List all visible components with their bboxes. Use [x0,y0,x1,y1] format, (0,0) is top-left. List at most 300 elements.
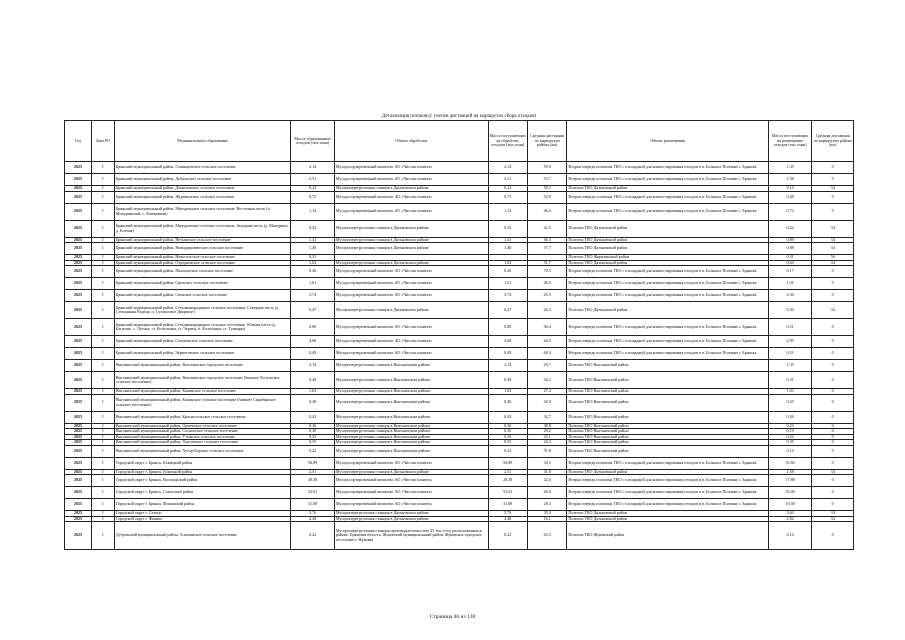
cell-mass-generated: 0,75 [291,191,335,203]
cell-avg-distance: 70,5 [527,266,566,278]
cell-facility: Мусороперегрузочная станция в Выгоничском районе [334,434,488,440]
cell-disposal-distance: 0 [812,445,854,457]
cell-disposal-distance: 0 [812,440,854,446]
cell-municipality: Брянский муниципальный район, Мичуринское сельское поселение, Западная часть (д. Мичурино, д. Клетня) [114,220,290,237]
table-row [65,174,854,186]
cell-disposal-distance: 0 [812,290,854,302]
cell-municipality: Брянский муниципальный район, Свенское сельское поселение [114,290,290,302]
cell-zone: I [91,457,114,469]
cell-disposal-distance: 0 [812,372,854,389]
cell-mass-processed: 4,48 [488,516,527,522]
cell-avg-distance: 46,4 [527,203,566,220]
cell-disposal-facility: Полигон ТКО Дятьковский район [567,220,768,237]
cell-disposal-facility: Полигон ТКО Дятьковский район [567,511,768,517]
cell-mass-disposal: 0,88 [768,243,812,255]
cell-facility: Мусороперегрузочная станция в Выгоничском районе [334,360,488,372]
cell-mass-disposal: 3,63 [768,511,812,517]
cell-zone: I [91,174,114,186]
cell-avg-distance: 51,7 [527,260,566,266]
cell-zone: I [91,162,114,174]
cell-municipality: Выгоничский муниципальный район, Выгоничское городское поселение (бывшее Лопушское сельское поселение) [114,372,290,389]
cell-disposal-facility: Полигон ТКО Выгоничский район [567,423,768,429]
cell-zone: I [91,394,114,411]
cell-avg-distance: 36,4 [527,319,566,336]
table-row [65,319,854,336]
cell-avg-distance: 37,7 [527,243,566,255]
cell-mass-generated: 31,08 [291,499,335,511]
cell-municipality: Выгоничский муниципальный район, Орменское сельское поселение [114,423,290,429]
table-title: Детализация потоков (с учетом дистанций на маршрутах сбора отходов) [381,114,537,119]
cell-zone: I [91,290,114,302]
cell-mass-processed: 0,22 [488,522,527,550]
cell-zone: I [91,266,114,278]
cell-mass-disposal: 0,22 [768,434,812,440]
header-year: Год [65,121,92,162]
cell-mass-generated: 3,74 [291,290,335,302]
cell-mass-processed: 5,76 [488,511,527,517]
table-row [65,394,854,411]
table-row [65,278,854,290]
cell-year: 2025 [65,255,92,261]
cell-zone: I [91,255,114,261]
cell-year: 2025 [65,411,92,423]
cell-mass-processed: 0,42 [488,411,527,423]
cell-facility: Мусоросортировочный комплекс АО «Чистая планета» [334,487,488,499]
cell-mass-generated: 1,61 [291,278,335,290]
cell-facility: Мусоросортировочный комплекс АО «Чистая планета» [334,348,488,360]
cell-mass-processed: 0,49 [488,348,527,360]
cell-year: 2025 [65,440,92,446]
cell-disposal-distance: 0 [812,203,854,220]
cell-municipality: Выгоничский муниципальный район, Хутор-Борское сельское поселение [114,445,290,457]
cell-facility: Мусороперегрузочная станция в Выгоничском районе [334,411,488,423]
cell-zone: I [91,220,114,237]
cell-municipality: Брянский муниципальный район, Отрадненское сельское поселение [114,260,290,266]
cell-year: 2025 [65,434,92,440]
cell-mass-processed: 2,51 [488,174,527,186]
cell-year: 2025 [65,360,92,372]
cell-avg-distance: 29,2 [527,429,566,435]
table-row [65,360,854,372]
table-row [65,290,854,302]
cell-year: 2025 [65,237,92,243]
cell-disposal-distance: 0 [812,162,854,174]
cell-mass-disposal: 0,30 [768,302,812,319]
cell-disposal-distance: 34 [812,220,854,237]
cell-municipality: Брянский муниципальный район, Стекляннорадицкое сельское поселение, Северная часть (д. Стеклянная Радица, п. Сухоноское Дворище) [114,302,290,319]
cell-facility: Мусоросортировочный комплекс АО «Чистая планета» [334,499,488,511]
cell-mass-processed: 0,36 [488,423,527,429]
cell-zone: I [91,429,114,435]
cell-avg-distance: 32,7 [527,411,566,423]
cell-facility: Мусоросортировочный комплекс АО «Чистая планета» [334,203,488,220]
cell-municipality: Городской округ г. Сельцо [114,511,290,517]
cell-facility: Мусороперегрузочная станция в Дятьковском районе [334,220,488,237]
cell-facility: Мусоросортировочный комплекс АО «Чистая планета» [334,162,488,174]
cell-year: 2025 [65,423,92,429]
cell-disposal-distance: 0 [812,278,854,290]
cell-avg-distance: 34,5 [527,457,566,469]
cell-disposal-distance: 0 [812,336,854,348]
cell-mass-generated: 2,14 [291,360,335,372]
cell-zone: I [91,302,114,319]
cell-mass-disposal: 0,26 [768,411,812,423]
cell-zone: I [91,186,114,192]
cell-zone: I [91,475,114,487]
table-row [65,487,854,499]
cell-mass-generated: 4,48 [291,516,335,522]
cell-zone: I [91,423,114,429]
cell-facility: Мусороперегрузочная станция в Выгоничском районе [334,423,488,429]
cell-mass-disposal: 1,01 [768,278,812,290]
cell-municipality: Брянский муниципальный район, Снежское сельское поселение [114,278,290,290]
cell-avg-distance: 26,4 [527,302,566,319]
cell-disposal-facility: Вторая очередь полигона ТКО с площадкой для компостирования отходов в п. Большое Полпино г. Брянска [567,191,768,203]
cell-municipality: Брянский муниципальный район, Мичуринское сельское поселение, Восточная часть (п. Мичуринский, с. Ковшевичи) [114,203,290,220]
cell-mass-processed: 31,08 [488,499,527,511]
cell-mass-disposal: 1,35 [768,162,812,174]
cell-facility: Мусоросортировочный комплекс АО «Чистая планета» [334,266,488,278]
cell-mass-processed: 0,35 [488,220,527,237]
cell-mass-generated: 1,41 [291,237,335,243]
cell-mass-processed: 2,14 [488,162,527,174]
cell-disposal-distance: 0 [812,411,854,423]
cell-disposal-distance: 34 [812,260,854,266]
cell-mass-generated: 0,49 [291,372,335,389]
cell-mass-disposal: 2,82 [768,516,812,522]
cell-avg-distance: 16,1 [527,516,566,522]
header-mass-disposal: Масса поступающих на размещение отходов (тыс.тонн) [768,121,812,162]
cell-year: 2025 [65,522,92,550]
cell-zone: I [91,260,114,266]
cell-year: 2025 [65,191,92,203]
cell-disposal-distance: 0 [812,266,854,278]
cell-year: 2025 [65,243,92,255]
cell-year: 2025 [65,389,92,395]
header-municipality: Муниципальное образование [114,121,290,162]
cell-year: 2025 [65,260,92,266]
cell-mass-generated: 0,26 [291,266,335,278]
cell-municipality: Выгоничский муниципальный район, Кокинское сельское поселение (бывшее Скрябинское сельское поселение) [114,394,290,411]
header-row [65,121,854,162]
cell-mass-processed: 2,14 [488,360,527,372]
cell-mass-generated: 0,80 [291,319,335,336]
cell-mass-generated: 1,40 [291,243,335,255]
cell-mass-processed: 1,61 [488,278,527,290]
cell-disposal-facility: Полигон ТКО Выгоничский район [567,440,768,446]
header-mass-generated: Масса образованных отходов (тыс.тонн) [291,121,335,162]
cell-disposal-distance: 0 [812,487,854,499]
cell-zone: I [91,278,114,290]
cell-mass-disposal: 1,58 [768,174,812,186]
waste-flow-table [64,120,854,550]
cell-mass-generated: 53,01 [291,487,335,499]
cell-disposal-distance: 34 [812,302,854,319]
table-row [65,348,854,360]
cell-zone: I [91,469,114,475]
cell-mass-disposal: 33,40 [768,487,812,499]
cell-mass-disposal: 19,58 [768,499,812,511]
cell-facility: Мусороперегрузочная станция в Выгоничском районе [334,445,488,457]
cell-mass-processed: 0,26 [488,266,527,278]
cell-avg-distance: 44,5 [527,336,566,348]
cell-disposal-distance: 0 [812,191,854,203]
table-row [65,220,854,237]
cell-mass-disposal: 35,84 [768,457,812,469]
cell-disposal-facility: Полигон ТКО Дятьковский район [567,516,768,522]
cell-municipality: Брянский муниципальный район, Чернетовское сельское поселение [114,348,290,360]
header-disposal-distance: Средняя дистанция по маршрутам района (км) [812,121,854,162]
header-disposal-facility: Объект размещения [567,121,768,162]
cell-facility: Мусороперегрузочная станция в Выгоничском районе [334,389,488,395]
cell-year: 2025 [65,290,92,302]
cell-municipality: Брянский муниципальный район, Глинищевское сельское поселение [114,162,290,174]
cell-municipality: Выгоничский муниципальный район, Кокинское сельское поселение [114,389,290,395]
cell-facility: Мусороперегрузочная станция в Дятьковском районе [334,469,488,475]
cell-zone: I [91,440,114,446]
cell-mass-disposal: 0,31 [768,348,812,360]
cell-zone: I [91,319,114,336]
cell-facility: Мусоросортировочный комплекс АО «Чистая планета» [334,475,488,487]
cell-mass-processed: 1,40 [488,243,527,255]
cell-year: 2025 [65,457,92,469]
cell-mass-generated: 0,22 [291,445,335,457]
cell-avg-distance: 58,3 [527,186,566,192]
cell-mass-processed: 1,02 [488,260,527,266]
cell-disposal-distance: 0 [812,434,854,440]
cell-mass-processed: 3,74 [488,290,527,302]
cell-mass-generated: 2,51 [291,174,335,186]
cell-disposal-distance: 34 [812,237,854,243]
cell-avg-distance: 51,8 [527,445,566,457]
cell-mass-disposal: 0,25 [768,394,812,411]
cell-zone: I [91,336,114,348]
cell-year: 2025 [65,445,92,457]
cell-zone: I [91,372,114,389]
cell-facility: Мусороперегрузочная станция в Дятьковском районе [334,186,488,192]
cell-disposal-facility: Вторая очередь полигона ТКО с площадкой для компостирования отходов в п. Большое Полпино г. Брянска [567,290,768,302]
cell-disposal-distance: 0 [812,423,854,429]
cell-disposal-distance: 34 [812,243,854,255]
cell-mass-processed: 0,47 [488,302,527,319]
cell-disposal-facility: Вторая очередь полигона ТКО с площадкой для компостирования отходов в п. Большое Полпино г. Брянска [567,457,768,469]
cell-facility: Мусороперегрузочная станция в Дятьковском районе [334,237,488,243]
cell-disposal-facility: Полигон ТКО Выгоничский район [567,445,768,457]
cell-disposal-facility: Вторая очередь полигона ТКО с площадкой для компостирования отходов в п. Большое Полпино г. Брянска [567,319,768,336]
cell-avg-distance: 31,8 [527,469,566,475]
cell-zone: I [91,237,114,243]
cell-mass-generated: 0,31 [291,255,335,261]
cell-disposal-facility: Полигон ТКО Дятьковский район [567,469,768,475]
cell-avg-distance: 28,3 [527,499,566,511]
cell-disposal-facility: Полигон ТКО Выгоничский район [567,372,768,389]
cell-mass-generated: 28,38 [291,475,335,487]
cell-year: 2025 [65,186,92,192]
cell-avg-distance: 35,2 [527,511,566,517]
cell-mass-generated: 2,51 [291,469,335,475]
cell-mass-processed: 56,89 [488,457,527,469]
cell-mass-generated: 2,14 [291,162,335,174]
cell-mass-disposal: 17,88 [768,475,812,487]
cell-disposal-facility: Вторая очередь полигона ТКО с площадкой для компостирования отходов в п. Большое Полпино г. Брянска [567,278,768,290]
table-row [65,522,854,550]
cell-zone: I [91,191,114,203]
cell-zone: I [91,511,114,517]
cell-disposal-distance: 34 [812,186,854,192]
cell-year: 2025 [65,348,92,360]
cell-mass-disposal: 0,31 [768,255,812,261]
header-zone: Зона РО [91,121,114,162]
cell-mass-disposal: 0,51 [768,319,812,336]
cell-disposal-facility: Полигон ТКО Дятьковский район [567,243,768,255]
cell-mass-disposal: 1,03 [768,389,812,395]
cell-municipality: Брянский муниципальный район, Супоневское сельское поселение [114,336,290,348]
cell-disposal-distance: 0 [812,360,854,372]
cell-disposal-facility: Вторая очередь полигона ТКО с площадкой для компостирования отходов в п. Большое Полпино г. Брянска [567,162,768,174]
cell-municipality: Городской округ г. Брянск, Бежицкий район [114,469,290,475]
cell-zone: I [91,522,114,550]
table-row [65,411,854,423]
cell-facility: Мусоросортировочный комплекс АО «Чистая планета» [334,278,488,290]
cell-mass-generated: 0,47 [291,302,335,319]
header-avg-distance: Средняя дистанция по маршрутам района (км) [527,121,566,162]
cell-disposal-facility: Полигон ТКО Выгоничский район [567,434,768,440]
cell-avg-distance: 32,0 [527,394,566,411]
cell-mass-processed: 0,23 [488,186,527,192]
cell-mass-generated: 0,42 [291,411,335,423]
cell-mass-processed: 4,68 [488,336,527,348]
cell-mass-generated: 0,22 [291,522,335,550]
cell-disposal-facility: Полигон ТКО Выгоничский район [567,429,768,435]
table-row [65,457,854,469]
table-row [65,372,854,389]
cell-disposal-facility: Полигон ТКО Выгоничский район [567,389,768,395]
cell-avg-distance: 44,3 [527,440,566,446]
cell-year: 2025 [65,203,92,220]
cell-municipality: Выгоничский муниципальный район, Выгоничское городское поселение [114,360,290,372]
table-row [65,243,854,255]
cell-municipality: Городской округ г. Фокино [114,516,290,522]
cell-municipality: Брянский муниципальный район, Новосельское сельское поселение [114,255,290,261]
cell-avg-distance: 53,7 [527,174,566,186]
cell-year: 2025 [65,487,92,499]
cell-mass-disposal: 0,89 [768,237,812,243]
cell-mass-disposal: 0,17 [768,266,812,278]
cell-facility: Мусороперегрузочная станция в Выгоничском районе [334,394,488,411]
cell-avg-distance: 22,4 [527,475,566,487]
cell-disposal-facility: Вторая очередь полигона ТКО с площадкой для компостирования отходов в п. Большое Полпино г. Брянска [567,348,768,360]
cell-year: 2025 [65,319,92,336]
cell-disposal-distance: 0 [812,389,854,395]
cell-municipality: Выгоничский муниципальный район, Сосновское сельское поселение [114,429,290,435]
cell-year: 2025 [65,336,92,348]
cell-mass-generated: 0,40 [291,394,335,411]
table-row [65,475,854,487]
cell-mass-processed: 0,35 [488,434,527,440]
cell-disposal-facility: Полигон ТКО Дятьковский район [567,260,768,266]
cell-municipality: Выгоничский муниципальный район, Хмелевское сельское поселение [114,440,290,446]
cell-disposal-facility: Вторая очередь полигона ТКО с площадкой для компостирования отходов в п. Большое Полпино г. Брянска [567,266,768,278]
cell-facility: Мусороперегрузочная станция в Выгоничском районе [334,372,488,389]
cell-disposal-facility: Полигон ТКО Дятьковский район [567,302,768,319]
header-facility: Объект обработки [334,121,488,162]
cell-mass-generated: 56,89 [291,457,335,469]
cell-mass-generated: 0,30 [291,429,335,435]
cell-municipality: Городской округ г. Брянск, Володарский район [114,475,290,487]
cell-municipality: Брянский муниципальный район, Новодарковичское сельское поселение [114,243,290,255]
cell-facility: Мусоросортировочный комплекс АО «Чистая планета» [334,290,488,302]
table-row [65,203,854,220]
cell-disposal-facility: Полигон ТКО Жирятинский район [567,255,768,261]
cell-avg-distance: 34,2 [527,372,566,389]
cell-disposal-facility: Полигон ТКО Дятьковский район [567,237,768,243]
cell-disposal-distance: 0 [812,522,854,550]
cell-mass-disposal: 2,95 [768,336,812,348]
cell-zone: I [91,348,114,360]
cell-mass-disposal: 0,15 [768,186,812,192]
cell-disposal-facility: Полигон ТКО Выгоничский район [567,394,768,411]
table-body [65,162,854,550]
cell-disposal-distance: 34 [812,516,854,522]
cell-municipality: Выгоничский муниципальный район, Красносельское сельское поселение [114,411,290,423]
cell-disposal-distance: 0 [812,394,854,411]
cell-mass-processed: 0,22 [488,445,527,457]
cell-facility: Мусороперегрузочная станция в Выгоничском районе [334,429,488,435]
table-row [65,336,854,348]
cell-year: 2025 [65,499,92,511]
cell-mass-processed: 28,38 [488,475,527,487]
cell-mass-processed: 0,30 [488,429,527,435]
cell-municipality: Брянский муниципальный район, Домашовское сельское поселение [114,186,290,192]
cell-disposal-facility: Вторая очередь полигона ТКО с площадкой для компостирования отходов в п. Большое Полпино г. Брянска [567,487,768,499]
cell-mass-disposal: 2,36 [768,290,812,302]
header-mass-processed: Масса поступающих на обработку отходов (тыс.тонн) [488,121,527,162]
cell-mass-processed: 0,75 [488,191,527,203]
cell-municipality: Городской округ г. Брянск, Фокинский район [114,499,290,511]
cell-avg-distance: 42,5 [527,220,566,237]
cell-year: 2025 [65,302,92,319]
cell-facility: Мусороперегрузочная станция в Дятьковском районе [334,260,488,266]
cell-disposal-facility: Полигон ТКО Жуковский район [567,522,768,550]
cell-avg-distance: 26,6 [527,487,566,499]
cell-mass-generated: 1,14 [291,203,335,220]
cell-avg-distance: 27,4 [527,389,566,395]
cell-year: 2025 [65,372,92,389]
cell-municipality: Брянский муниципальный район, Стекляннорадицкое сельское поселение, Южная часть (д. Батагово, с. Лесное, ст. Колесники, ст. Чернец, п. Колесники, ст. Тункоры) [114,319,290,336]
cell-mass-generated: 5,76 [291,511,335,517]
cell-disposal-distance: 34 [812,469,854,475]
cell-avg-distance: 59,0 [527,162,566,174]
cell-mass-disposal: 0,23 [768,423,812,429]
cell-mass-processed: 1,63 [488,389,527,395]
cell-facility: Мусороперегрузочная станция в Дятьковском районе [334,243,488,255]
cell-disposal-facility: Вторая очередь полигона ТКО с площадкой для компостирования отходов в п. Большое Полпино г. Брянска [567,174,768,186]
cell-mass-generated: 0,49 [291,348,335,360]
cell-disposal-facility: Вторая очередь полигона ТКО с площадкой для компостирования отходов в п. Большое Полпино г. Брянска [567,203,768,220]
cell-municipality: Выгоничский муниципальный район, Утынское сельское поселение [114,434,290,440]
cell-avg-distance: 29,7 [527,360,566,372]
cell-zone: I [91,516,114,522]
cell-mass-processed: 2,51 [488,469,527,475]
cell-municipality: Городской округ г. Брянск, Советский район [114,487,290,499]
cell-disposal-facility: Вторая очередь полигона ТКО с площадкой для компостирования отходов в п. Большое Полпино г. Брянска [567,475,768,487]
cell-mass-processed: 0,49 [488,372,527,389]
cell-disposal-distance: 0 [812,457,854,469]
cell-year: 2025 [65,475,92,487]
cell-mass-generated: 0,36 [291,423,335,429]
cell-zone: I [91,434,114,440]
cell-year: 2025 [65,394,92,411]
